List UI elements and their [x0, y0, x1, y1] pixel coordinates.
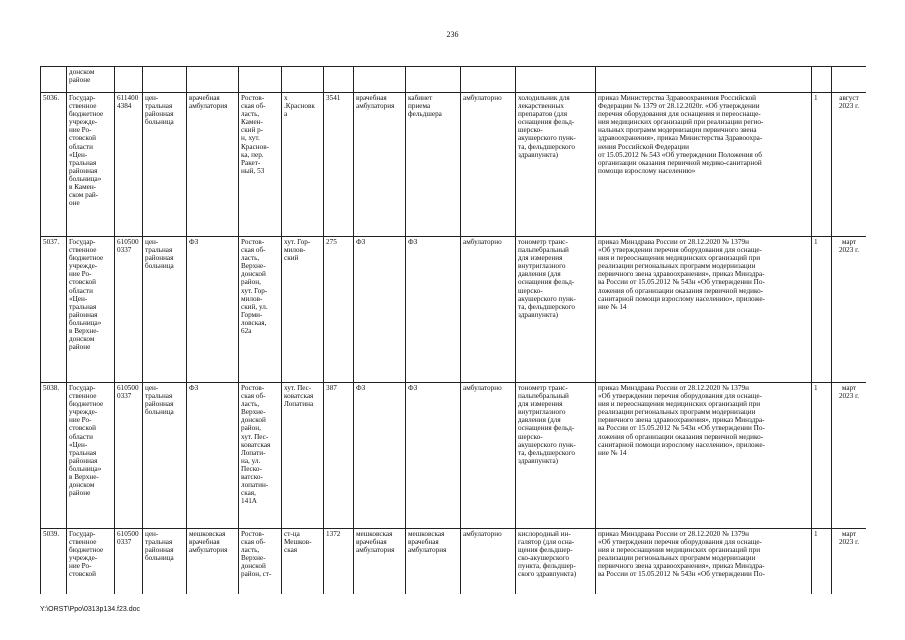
cell-room: кабинет приема фельдшера — [406, 93, 461, 237]
cell-address: Ростов- ская об- ласть, Камен- ский р- н, хут. Краснов- ка, пер. Ракет- ный, 53 — [239, 93, 282, 237]
cell-unit: мешковская врачебная амбулатория — [354, 529, 406, 595]
cell-qty: 1 — [812, 529, 832, 595]
cell-equipment: тонометр транс- пальпебральный для измерения внутриглазного давления (для оснащения фельд- шерско- акушерского пунк- та, фельдшерского здравпункта) — [516, 237, 596, 383]
cell-org: Государ- ственное бюджетное учрежде- ние Ро- стовской области «Цен- тральная районная больница» в Верхне- донском районе — [67, 237, 115, 383]
equipment-table — [40, 66, 866, 594]
cell-org: Государ- ственное бюджетное учрежде- ние Ро- стовской области «Цен- тральная районная больница» в Верхне- донском районе — [67, 383, 115, 529]
cell-room: мешковская врачебная амбулатория — [406, 529, 461, 595]
cell-code: 610500 0337 — [115, 383, 143, 529]
cell-population: 1372 — [324, 529, 354, 595]
cell-equipment: тонометр транс- пальпебральный для измерения внутриглазного давления (для оснащения фельд- шерско- акушерского пунк- та, фельдшерского здравпункта) — [516, 383, 596, 529]
table-row — [41, 383, 867, 529]
cell-room: ФЗ — [406, 237, 461, 383]
cell-settlement: ст-ца Мешков- ская — [282, 529, 324, 595]
cell-type: цен- тральная районная больница — [143, 529, 187, 595]
cell-care: амбулаторно — [461, 383, 516, 529]
cell-date: март 2023 г. — [832, 383, 867, 529]
cell-type: цен- тральная районная больница — [143, 237, 187, 383]
cell-care: амбулаторно — [461, 529, 516, 595]
cell-equipment: кислородный ин- галятор (для осна- щения фельдшер- ско-акушерского пункта, фельдшер- ского здравпункта) — [516, 529, 596, 595]
cell-care: амбулаторно — [461, 93, 516, 237]
cell-basis: приказ Министерства Здравоохранения Российской Федерации № 1379 от 28.12.2020г. «Об утверждении перечня оборудования для оснащения и переоснаще- ния медицинских организаций при реализации регио- нальных программ модернизации первичного звена здравоохранения», приказ Министерства Здравоохра- нения Российской Федерации от 15.05.2012 № 543 «Об утверждении Положения об организации оказания первичной медико-санитарной помощи взрослому населению» — [596, 93, 812, 237]
cell-subdiv: ФЗ — [187, 237, 239, 383]
cell-equipment: холодильник для лекарственных препаратов (для оснащения фельд- шерско- акушерского пунк- та, фельдшерского здравпункта) — [516, 93, 596, 237]
file-path-footer: Y:\ORST\Ppo\0313p134.f23.doc — [40, 606, 141, 613]
table-row — [41, 529, 867, 595]
table-row — [41, 237, 867, 383]
cell-room: ФЗ — [406, 383, 461, 529]
cell-address: Ростов- ская об- ласть, Верхне- донской район, хут. Гор- милов- ский, ул. Горми- ловская, 62а — [239, 237, 282, 383]
cell-code: 610500 0337 — [115, 529, 143, 595]
cell-unit: врачебная амбулатория — [354, 93, 406, 237]
cell-population: 275 — [324, 237, 354, 383]
cell-code: 610500 0337 — [115, 237, 143, 383]
cell-subdiv: врачебная амбулатория — [187, 93, 239, 237]
cell-basis: приказ Минздрава России от 28.12.2020 № 1379н «Об утверждении перечня оборудования для оснаще- ния и переоснащения медицинских организаций при реализации региональных программ модернизации первичного звена здравоохранения», приказ Минздра- ва России от 15.05.2012 № 543н «Об утверждении По- ложения об организации оказания первичной медико- санитарной помощи взрослому населению», приложе- ние № 14 — [596, 237, 812, 383]
cell-org: донском районе — [67, 67, 115, 93]
cell-num — [41, 67, 67, 93]
cell-date: март 2023 г. — [832, 237, 867, 383]
cell-subdiv: мешковская врачебная амбулатория — [187, 529, 239, 595]
cell-code: 611400 4384 — [115, 93, 143, 237]
cell-population: 387 — [324, 383, 354, 529]
cell-settlement: хут. Гор- милов- ский — [282, 237, 324, 383]
table-row — [41, 93, 867, 237]
continuation-row — [41, 67, 867, 93]
cell-num: 5037. — [41, 237, 67, 383]
cell-population: 3541 — [324, 93, 354, 237]
page-number: 236 — [446, 30, 459, 39]
cell-settlement: х .Красновк а — [282, 93, 324, 237]
cell-basis: приказ Минздрава России от 28.12.2020 № 1379н «Об утверждении перечня оборудования для оснаще- ния и переоснащения медицинских организаций при реализации региональных программ модернизации первичного звена здравоохранения», приказ Минздра- ва России от 15.05.2012 № 543н «Об утверждении По- ложения об организации оказания первичной медико- санитарной помощи взрослому населению», приложе- ние № 14 — [596, 383, 812, 529]
cell-qty: 1 — [812, 237, 832, 383]
cell-unit: ФЗ — [354, 237, 406, 383]
document-table-area — [40, 66, 866, 594]
cell-basis: приказ Минздрава России от 28.12.2020 № 1379н «Об утверждении перечня оборудования для оснаще- ния и переоснащения медицинских организаций при реализации региональных программ модернизации первичного звена здравоохранения», приказ Минздра- ва России от 15.05.2012 № 543н «Об утверждении По- — [596, 529, 812, 595]
cell-type: цен- тральная районная больница — [143, 93, 187, 237]
cell-address: Ростов- ская об- ласть, Верхне- донской район, хут. Пес- коватская Лопати- на, ул. Песко- ватско- лопатин- ская, 141А — [239, 383, 282, 529]
cell-date: март 2023 г. — [832, 529, 867, 595]
cell-subdiv: ФЗ — [187, 383, 239, 529]
cell-unit: ФЗ — [354, 383, 406, 529]
cell-qty: 1 — [812, 93, 832, 237]
cell-settlement: хут. Пес- коватская Лопатина — [282, 383, 324, 529]
cell-num: 5036. — [41, 93, 67, 237]
cell-num: 5039. — [41, 529, 67, 595]
cell-qty: 1 — [812, 383, 832, 529]
cell-type: цен- тральная районная больница — [143, 383, 187, 529]
cell-care: амбулаторно — [461, 237, 516, 383]
cell-date: август 2023 г. — [832, 93, 867, 237]
cell-address: Ростов- ская об- ласть, Верхне- донской район, ст- — [239, 529, 282, 595]
cell-num: 5038. — [41, 383, 67, 529]
cell-org: Государ- ственное бюджетное учрежде- ние Ро- стовской — [67, 529, 115, 595]
cell-org: Государ- ственное бюджетное учрежде- ние Ро- стовской области «Цен- тральная районная больница» в Камен- ском рай- оне — [67, 93, 115, 237]
